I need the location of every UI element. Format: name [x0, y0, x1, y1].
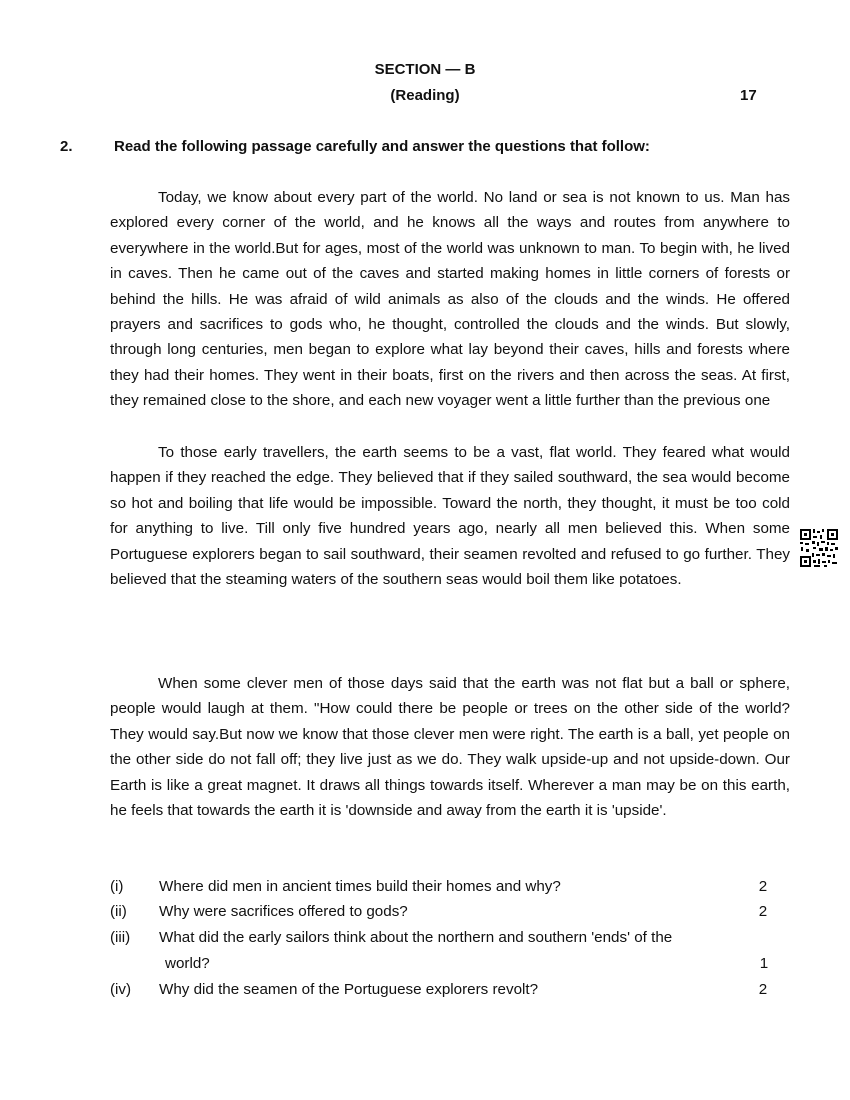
passage-paragraph-3: When some clever men of those days said that the earth was not flat but a ball or sphere, people would laugh at them. "How could there be people or trees on the other side of the world? They would say.But now we know that those clever men were right. The earth is a ball, yet people on the other side do not fall off; they live just as we do. They walk upside-up and not upside-down. Our Earth is like a great magnet. It draws all things towards itself. Wherever a man may be on this earth, he feels that towards the earth it is 'downside and away from the earth it is 'upside'. [110, 675, 790, 820]
subquestion-3-marks: 1 [759, 955, 769, 972]
subquestion-2-number: (ii) [110, 903, 127, 920]
passage-paragraph-2: To those early travellers, the earth seems to be a vast, flat world. They feared what would happen if they reached the edge. They believed that if they sailed southward, the sea would become so hot and boiling that life would be impossible. Toward the north, they thought, it must be too cold for anything to live. Till only five hundred years ago, nearly all men believed this. When some Portuguese explorers began to sail southward, their seamen revolted and refused to go further. They believed that the steaming waters of the southern seas would boil them like potatoes. [110, 444, 790, 589]
subquestion-2-marks: 2 [758, 903, 768, 920]
question-instruction: Read the following passage carefully and answer the questions that follow: [114, 138, 650, 155]
section-marks: 17 [740, 87, 757, 104]
subquestion-4-text: Why did the seamen of the Portuguese explorers revolt? [159, 981, 539, 998]
passage-paragraph-1: Today, we know about every part of the world. No land or sea is not known to us. Man has explored every corner of the world, and he knows all the ways and routes from anywhere to everywhere in the world.But for ages, most of the world was unknown to man. To begin with, he lived in caves. Then he came out of the caves and started making homes in little corners of forests or behind the hills. He was afraid of wild animals as also of the clouds and the winds. He offered prayers and sacrifices to gods who, he thought, controlled the clouds and the winds. But slowly, through long centuries, men began to explore what lay beyond their caves, hills and forests where they had their homes. They went in their boats, first on the rivers and then across the seas. At first, they remained close to the shore, and each new voyager went a little further than the previous one [110, 189, 790, 410]
subquestion-2-text: Why were sacrifices offered to gods? [159, 903, 408, 920]
subquestion-1-marks: 2 [758, 878, 768, 895]
subquestion-3-text-continued: world? [165, 955, 210, 972]
section-title: SECTION — B [374, 61, 476, 78]
subsection-title: (Reading) [390, 87, 460, 104]
subquestion-4-marks: 2 [758, 981, 768, 998]
subquestion-3-number: (iii) [110, 929, 131, 946]
subquestion-1-text: Where did men in ancient times build their homes and why? [159, 878, 561, 895]
question-number: 2. [60, 138, 73, 155]
subquestion-1-number: (i) [110, 878, 124, 895]
subquestion-3-text: What did the early sailors think about the northern and southern 'ends' of the [159, 929, 673, 946]
subquestion-4-number: (iv) [110, 981, 132, 998]
qr-code-icon [799, 528, 839, 568]
